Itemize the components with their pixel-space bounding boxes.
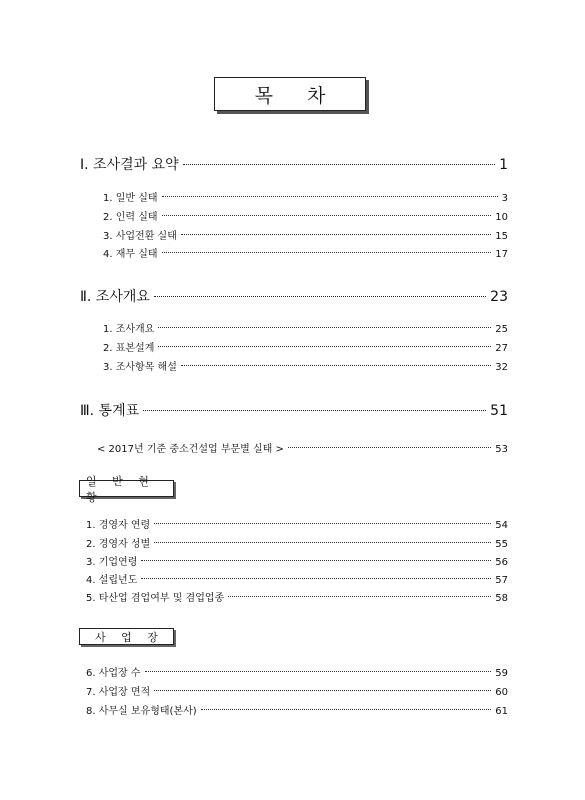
leader-dots bbox=[201, 709, 492, 710]
toc-item[interactable] bbox=[103, 227, 508, 242]
toc-item[interactable] bbox=[103, 208, 508, 223]
toc-item-label: 3. 사업전환 실태 bbox=[103, 231, 177, 242]
toc-section-2[interactable] bbox=[80, 286, 508, 306]
toc-item[interactable] bbox=[86, 516, 508, 531]
toc-item-label: 6. 사업장 수 bbox=[86, 668, 141, 679]
toc-item[interactable] bbox=[86, 664, 508, 679]
toc-section-label: Ⅱ. 조사개요 bbox=[80, 289, 150, 305]
toc-page-number: 1 bbox=[499, 157, 508, 173]
toc-item[interactable] bbox=[86, 683, 508, 698]
toc-page-number: 32 bbox=[495, 362, 508, 373]
leader-dots bbox=[154, 542, 491, 543]
toc-section-label: Ⅲ. 통계표 bbox=[80, 403, 140, 419]
toc-item-label: 7. 사업장 면적 bbox=[86, 687, 151, 698]
toc-item-label: < 2017년 기준 중소건설업 부문별 실태 > bbox=[97, 444, 284, 455]
leader-dots bbox=[228, 596, 491, 597]
toc-page-number: 59 bbox=[495, 668, 508, 679]
leader-dots bbox=[162, 252, 492, 253]
toc-title bbox=[214, 77, 366, 111]
toc-item[interactable] bbox=[103, 189, 508, 204]
leader-dots bbox=[154, 296, 486, 297]
leader-dots bbox=[143, 410, 486, 411]
toc-page-number: 25 bbox=[495, 324, 508, 335]
toc-page-number: 54 bbox=[495, 520, 508, 531]
toc-page-number: 27 bbox=[495, 343, 508, 354]
leader-dots bbox=[183, 164, 495, 165]
toc-page-number: 55 bbox=[495, 539, 508, 550]
toc-subsection[interactable] bbox=[97, 440, 508, 455]
toc-page-number: 51 bbox=[490, 403, 508, 419]
group-heading-text: 사 업 장 bbox=[95, 630, 164, 644]
leader-dots bbox=[154, 690, 491, 691]
toc-page-number: 17 bbox=[495, 249, 508, 260]
leader-dots bbox=[162, 215, 492, 216]
leader-dots bbox=[181, 234, 491, 235]
toc-page-number: 3 bbox=[501, 193, 508, 204]
toc-item-label: 1. 조사개요 bbox=[103, 324, 155, 335]
leader-dots bbox=[145, 671, 492, 672]
leader-dots bbox=[158, 327, 491, 328]
toc-item-label: 3. 기업연령 bbox=[86, 557, 138, 568]
toc-section-label: Ⅰ. 조사결과 요약 bbox=[80, 157, 179, 173]
leader-dots bbox=[141, 560, 491, 561]
toc-item[interactable] bbox=[86, 589, 508, 604]
toc-page-number: 56 bbox=[495, 557, 508, 568]
toc-title-text: 목 차 bbox=[254, 84, 340, 107]
group-heading-text: 일 반 현 황 bbox=[86, 474, 155, 504]
toc-page-number: 23 bbox=[490, 289, 508, 305]
toc-item[interactable] bbox=[86, 702, 508, 717]
leader-dots bbox=[154, 523, 491, 524]
toc-item-label: 2. 경영자 성별 bbox=[86, 539, 151, 550]
toc-page-number: 57 bbox=[495, 575, 508, 586]
leader-dots bbox=[288, 447, 491, 448]
toc-item-label: 1. 일반 실태 bbox=[103, 193, 158, 204]
group-heading-workplace bbox=[79, 628, 174, 645]
toc-item-label: 3. 조사항목 해설 bbox=[103, 362, 177, 373]
leader-dots bbox=[158, 346, 491, 347]
toc-item-label: 2. 표본설계 bbox=[103, 343, 155, 354]
toc-item[interactable] bbox=[103, 245, 508, 260]
toc-section-3[interactable] bbox=[80, 400, 508, 420]
leader-dots bbox=[141, 578, 491, 579]
toc-item-label: 4. 재무 실태 bbox=[103, 249, 158, 260]
toc-section-1[interactable] bbox=[80, 154, 508, 174]
leader-dots bbox=[162, 196, 498, 197]
toc-page-number: 15 bbox=[495, 231, 508, 242]
toc-item[interactable] bbox=[86, 535, 508, 550]
toc-page-number: 53 bbox=[495, 444, 508, 455]
toc-item[interactable] bbox=[86, 571, 508, 586]
toc-item[interactable] bbox=[103, 358, 508, 373]
toc-item-label: 2. 인력 실태 bbox=[103, 212, 158, 223]
toc-item-label: 8. 사무실 보유형태(본사) bbox=[86, 706, 197, 717]
toc-item-label: 1. 경영자 연령 bbox=[86, 520, 151, 531]
toc-page-number: 61 bbox=[495, 706, 508, 717]
toc-item-label: 5. 타산업 겸업여부 및 겸업업종 bbox=[86, 593, 225, 604]
toc-page-number: 10 bbox=[495, 212, 508, 223]
leader-dots bbox=[181, 365, 491, 366]
toc-item[interactable] bbox=[103, 320, 508, 335]
toc-item[interactable] bbox=[103, 339, 508, 354]
toc-page-number: 60 bbox=[495, 687, 508, 698]
toc-page-number: 58 bbox=[495, 593, 508, 604]
toc-item[interactable] bbox=[86, 553, 508, 568]
group-heading-general bbox=[79, 474, 174, 504]
toc-item-label: 4. 설립년도 bbox=[86, 575, 138, 586]
